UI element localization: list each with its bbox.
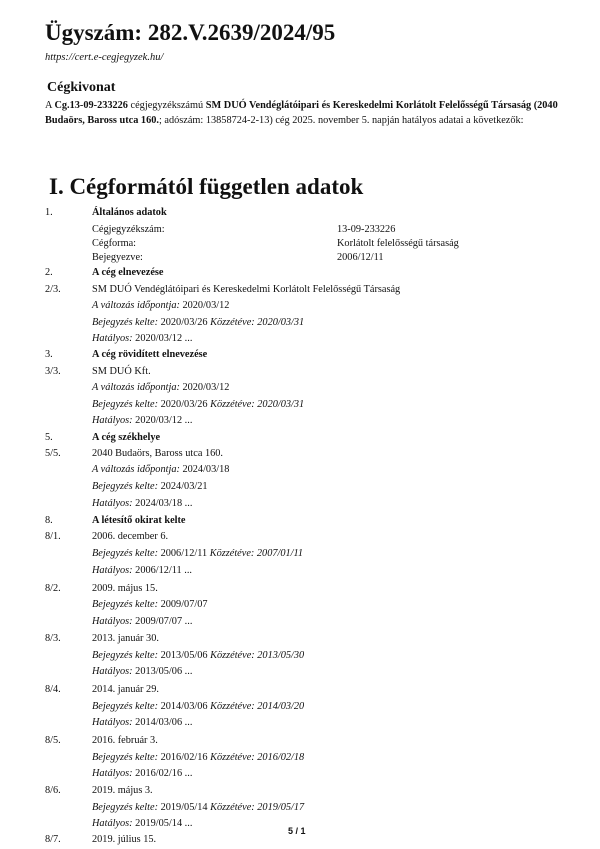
filing-label: Bejegyzés kelte: <box>92 650 159 661</box>
change-label: A változás időpontja: <box>92 300 180 311</box>
section-num: 5. <box>45 432 53 443</box>
filing-value: 2020/03/26 <box>158 317 211 328</box>
effective-label: Hatályos: <box>92 717 133 728</box>
publication-value: 2020/03/31 <box>254 317 305 328</box>
general-label: Cégjegyzékszám: <box>92 224 165 235</box>
entry-num: 8/2. <box>45 583 61 594</box>
filing-label: Bejegyzés kelte: <box>92 317 159 328</box>
filing-label: Bejegyzés kelte: <box>92 399 159 410</box>
entry-filing <box>92 700 304 714</box>
entry-num: 8/7. <box>45 834 61 845</box>
entry-value: 2019. július 15. <box>92 834 157 845</box>
entry-value: SM DUÓ Kft. <box>92 366 151 377</box>
entry-value: 2013. január 30. <box>92 633 159 644</box>
effective-label: Hatályos: <box>92 768 133 779</box>
effective-label: Hatályos: <box>92 498 133 509</box>
publication-value: 2016/02/18 <box>254 752 305 763</box>
entry-filing <box>92 801 304 815</box>
section-heading: A cég székhelye <box>92 432 161 443</box>
publication-value: 2019/05/17 <box>254 802 305 813</box>
header-url[interactable]: https://cert.e-cegjegyzek.hu/ <box>45 52 164 63</box>
filing-value: 2009/07/07 <box>158 599 208 610</box>
intro-reg-number: Cg.13-09-233226 <box>54 100 128 111</box>
change-value: 2020/03/12 <box>179 300 230 311</box>
effective-label: Hatályos: <box>92 333 133 344</box>
entry-change <box>92 381 229 395</box>
entry-filing <box>92 316 304 330</box>
entry-filing <box>92 598 208 612</box>
effective-label: Hatályos: <box>92 415 133 426</box>
change-value: 2020/03/12 <box>179 382 230 393</box>
general-value: Korlátolt felelősségű társaság <box>337 238 459 249</box>
entry-filing <box>92 751 304 765</box>
entry-effective <box>92 615 192 629</box>
publication-label: Közzétéve: <box>209 548 255 559</box>
filing-value: 2016/02/16 <box>158 752 211 763</box>
entry-value: 2006. december 6. <box>92 531 169 542</box>
entry-value: 2019. május 3. <box>92 785 153 796</box>
entry-value: 2016. február 3. <box>92 735 158 746</box>
section-heading: A létesítő okirat kelte <box>92 515 186 526</box>
entry-num: 8/4. <box>45 684 61 695</box>
entry-num: 8/3. <box>45 633 61 644</box>
section-num: 8. <box>45 515 53 526</box>
effective-value: 2020/03/12 ... <box>132 415 193 426</box>
filing-label: Bejegyzés kelte: <box>92 599 159 610</box>
intro-text-2: ; adószám: 13858724-2-13) cég 2025. november 5. napján hatályos adatai a következők: <box>158 115 524 126</box>
change-label: A változás időpontja: <box>92 382 180 393</box>
filing-value: 2024/03/21 <box>158 481 208 492</box>
publication-label: Közzétéve: <box>210 802 255 813</box>
effective-value: 2009/07/07 ... <box>132 616 193 627</box>
entry-effective <box>92 564 192 578</box>
publication-label: Közzétéve: <box>210 752 255 763</box>
publication-label: Közzétéve: <box>210 399 255 410</box>
change-label: A változás időpontja: <box>92 464 180 475</box>
publication-value: 2013/05/30 <box>254 650 305 661</box>
publication-label: Közzétéve: <box>210 650 255 661</box>
entry-change <box>92 299 229 313</box>
publication-value: 2020/03/31 <box>254 399 305 410</box>
section-num: 2. <box>45 267 53 278</box>
entry-effective <box>92 414 192 428</box>
entry-effective <box>92 332 192 346</box>
filing-value: 2006/12/11 <box>158 548 210 559</box>
entry-effective <box>92 767 192 781</box>
entry-num: 3/3. <box>45 366 61 377</box>
intro-text-1: cégjegyzékszámú <box>127 100 206 111</box>
publication-value: 2014/03/20 <box>254 701 305 712</box>
publication-value: 2007/01/11 <box>254 548 304 559</box>
effective-label: Hatályos: <box>92 666 133 677</box>
effective-value: 2016/02/16 ... <box>132 768 193 779</box>
publication-label: Közzétéve: <box>210 317 255 328</box>
effective-value: 2019/05/14 ... <box>132 818 193 829</box>
entry-value: 2009. május 15. <box>92 583 158 594</box>
general-num: 1. <box>45 207 53 218</box>
entry-effective <box>92 497 192 511</box>
filing-value: 2020/03/26 <box>158 399 211 410</box>
entry-num: 2/3. <box>45 284 61 295</box>
filing-label: Bejegyzés kelte: <box>92 701 159 712</box>
general-label: Cégforma: <box>92 238 137 249</box>
filing-value: 2014/03/06 <box>158 701 211 712</box>
filing-label: Bejegyzés kelte: <box>92 802 159 813</box>
entry-effective <box>92 817 192 831</box>
effective-value: 2013/05/06 ... <box>132 666 193 677</box>
document-heading: Cégkivonat <box>47 80 116 95</box>
section-num: 3. <box>45 349 53 360</box>
filing-label: Bejegyzés kelte: <box>92 752 159 763</box>
change-value: 2024/03/18 <box>179 464 230 475</box>
entry-num: 8/6. <box>45 785 61 796</box>
general-value: 13-09-233226 <box>337 224 396 235</box>
effective-value: 2006/12/11 ... <box>132 565 193 576</box>
entry-value: SM DUÓ Vendéglátóipari és Kereskedelmi Korlátolt Felelősségű Társaság <box>92 284 401 295</box>
intro-company: SM DUÓ Vendéglátóipari és Kereskedelmi Korlátolt Felelősségű Társaság (2040 Budaörs, Baross utca 160. <box>45 100 558 126</box>
entry-change <box>92 463 229 477</box>
entry-num: 8/5. <box>45 735 61 746</box>
filing-value: 2013/05/06 <box>158 650 211 661</box>
effective-value: 2024/03/18 ... <box>132 498 193 509</box>
section-title: I. Cégformától független adatok <box>49 174 364 199</box>
section-heading: A cég rövidített elnevezése <box>92 349 208 360</box>
filing-label: Bejegyzés kelte: <box>92 548 159 559</box>
effective-value: 2014/03/06 ... <box>132 717 193 728</box>
entry-value: 2014. január 29. <box>92 684 159 695</box>
filing-label: Bejegyzés kelte: <box>92 481 159 492</box>
publication-label: Közzétéve: <box>210 701 255 712</box>
entry-num: 5/5. <box>45 448 61 459</box>
effective-label: Hatályos: <box>92 565 133 576</box>
effective-label: Hatályos: <box>92 818 133 829</box>
entry-filing <box>92 398 304 412</box>
entry-num: 8/1. <box>45 531 61 542</box>
page-number: 5 / 1 <box>288 826 306 836</box>
filing-value: 2019/05/14 <box>158 802 211 813</box>
intro-prefix: A <box>45 100 55 111</box>
general-heading: Általános adatok <box>92 207 167 218</box>
entry-filing <box>92 480 208 494</box>
entry-value: 2040 Budaörs, Baross utca 160. <box>92 448 223 459</box>
header-title: Ügyszám: 282.V.2639/2024/95 <box>45 20 336 45</box>
effective-value: 2020/03/12 ... <box>132 333 193 344</box>
entry-filing <box>92 649 304 663</box>
entry-filing <box>92 547 303 561</box>
entry-effective <box>92 716 192 730</box>
effective-label: Hatályos: <box>92 616 133 627</box>
general-value: 2006/12/11 <box>337 252 384 263</box>
section-heading: A cég elnevezése <box>92 267 164 278</box>
entry-effective <box>92 665 192 679</box>
general-label: Bejegyezve: <box>92 252 143 263</box>
